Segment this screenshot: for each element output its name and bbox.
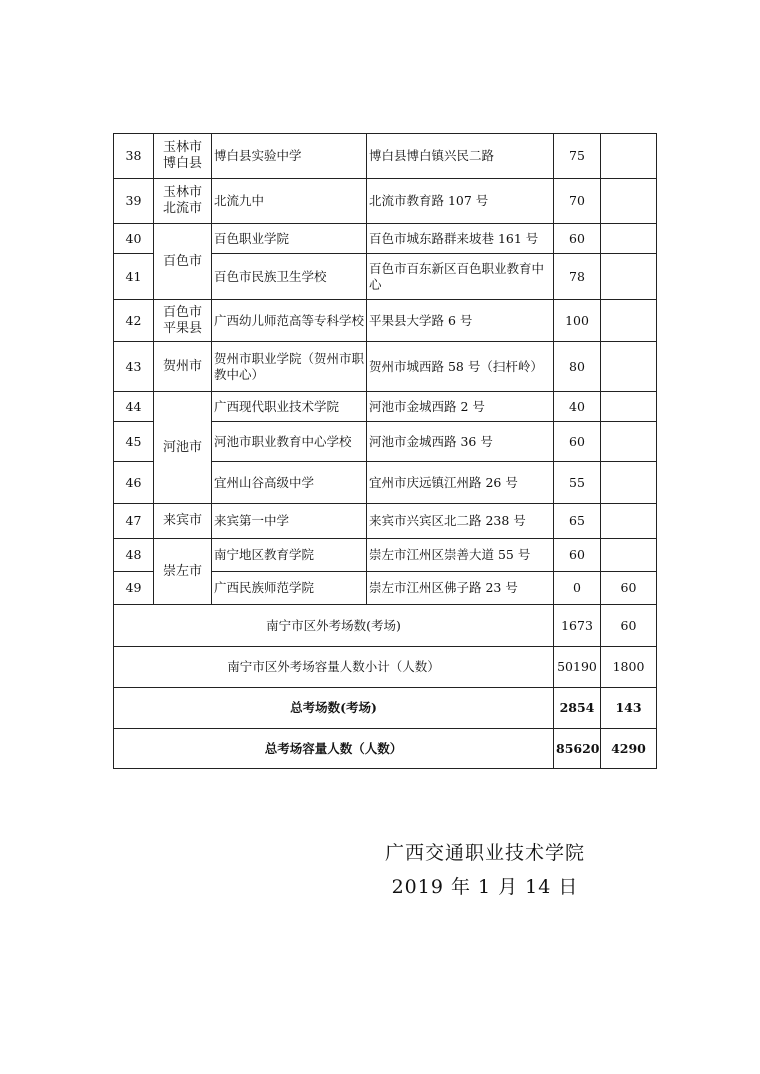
city-cell: 崇左市 (154, 539, 212, 605)
extra-count: 60 (601, 572, 657, 605)
room-count: 70 (554, 179, 601, 224)
total-row (114, 729, 657, 769)
school-name: 博白县实验中学 (212, 134, 367, 179)
row-number: 49 (114, 572, 154, 605)
table-row (114, 179, 657, 224)
room-count: 60 (554, 539, 601, 572)
city-cell: 来宾市 (154, 504, 212, 539)
total-row (114, 688, 657, 729)
total-label: 总考场容量人数（人数） (114, 729, 554, 769)
room-count: 0 (554, 572, 601, 605)
row-number: 39 (114, 179, 154, 224)
school-name: 广西幼儿师范高等专科学校 (212, 300, 367, 342)
school-address: 宜州市庆远镇江州路 26 号 (367, 462, 554, 504)
school-address: 百色市城东路群来坡巷 161 号 (367, 224, 554, 254)
extra-count (601, 179, 657, 224)
summary-value: 50190 (554, 647, 601, 688)
school-address: 北流市教育路 107 号 (367, 179, 554, 224)
row-number: 41 (114, 254, 154, 300)
row-number: 47 (114, 504, 154, 539)
table-row (114, 539, 657, 572)
exam-venue-table (113, 133, 657, 769)
total-value: 2854 (554, 688, 601, 729)
summary-value: 1673 (554, 605, 601, 647)
row-number: 48 (114, 539, 154, 572)
summary-row (114, 605, 657, 647)
school-name: 河池市职业教育中心学校 (212, 422, 367, 462)
city-cell: 百色市 (154, 224, 212, 300)
room-count: 40 (554, 392, 601, 422)
school-address: 河池市金城西路 2 号 (367, 392, 554, 422)
row-number: 38 (114, 134, 154, 179)
table-row (114, 224, 657, 254)
school-address: 贺州市城西路 58 号（扫杆岭） (367, 342, 554, 392)
school-name: 广西现代职业技术学院 (212, 392, 367, 422)
room-count: 60 (554, 422, 601, 462)
room-count: 65 (554, 504, 601, 539)
school-name: 南宁地区教育学院 (212, 539, 367, 572)
summary-extra-value: 60 (601, 605, 657, 647)
total-extra-value: 4290 (601, 729, 657, 769)
summary-row (114, 647, 657, 688)
city-cell: 玉林市 北流市 (154, 179, 212, 224)
room-count: 60 (554, 224, 601, 254)
summary-extra-value: 1800 (601, 647, 657, 688)
extra-count (601, 504, 657, 539)
total-label: 总考场数(考场) (114, 688, 554, 729)
summary-label: 南宁市区外考场数(考场) (114, 605, 554, 647)
table-row (114, 342, 657, 392)
school-name: 百色市民族卫生学校 (212, 254, 367, 300)
school-name: 来宾第一中学 (212, 504, 367, 539)
table-row (114, 134, 657, 179)
school-name: 贺州市职业学院（贺州市职教中心） (212, 342, 367, 392)
row-number: 46 (114, 462, 154, 504)
extra-count (601, 539, 657, 572)
table-row (114, 300, 657, 342)
signature-organization: 广西交通职业技术学院 (384, 842, 585, 864)
row-number: 43 (114, 342, 154, 392)
extra-count (601, 134, 657, 179)
school-address: 崇左市江州区佛子路 23 号 (367, 572, 554, 605)
total-value: 85620 (554, 729, 601, 769)
room-count: 80 (554, 342, 601, 392)
room-count: 55 (554, 462, 601, 504)
school-address: 博白县博白镇兴民二路 (367, 134, 554, 179)
room-count: 100 (554, 300, 601, 342)
extra-count (601, 254, 657, 300)
summary-label: 南宁市区外考场容量人数小计（人数） (114, 647, 554, 688)
room-count: 78 (554, 254, 601, 300)
extra-count (601, 300, 657, 342)
city-cell: 百色市 平果县 (154, 300, 212, 342)
city-cell: 河池市 (154, 392, 212, 504)
total-extra-value: 143 (601, 688, 657, 729)
school-address: 来宾市兴宾区北二路 238 号 (367, 504, 554, 539)
school-name: 宜州山谷高级中学 (212, 462, 367, 504)
table-row (114, 504, 657, 539)
extra-count (601, 392, 657, 422)
school-name: 百色职业学院 (212, 224, 367, 254)
city-cell: 贺州市 (154, 342, 212, 392)
school-name: 广西民族师范学院 (212, 572, 367, 605)
extra-count (601, 462, 657, 504)
city-cell: 玉林市 博白县 (154, 134, 212, 179)
row-number: 40 (114, 224, 154, 254)
extra-count (601, 224, 657, 254)
room-count: 75 (554, 134, 601, 179)
row-number: 44 (114, 392, 154, 422)
school-address: 崇左市江州区崇善大道 55 号 (367, 539, 554, 572)
signature-date: 2019 年 1 月 14 日 (391, 876, 579, 898)
school-address: 平果县大学路 6 号 (367, 300, 554, 342)
school-address: 河池市金城西路 36 号 (367, 422, 554, 462)
table-row (114, 392, 657, 422)
row-number: 42 (114, 300, 154, 342)
school-address: 百色市百东新区百色职业教育中心 (367, 254, 554, 300)
extra-count (601, 342, 657, 392)
extra-count (601, 422, 657, 462)
school-name: 北流九中 (212, 179, 367, 224)
row-number: 45 (114, 422, 154, 462)
